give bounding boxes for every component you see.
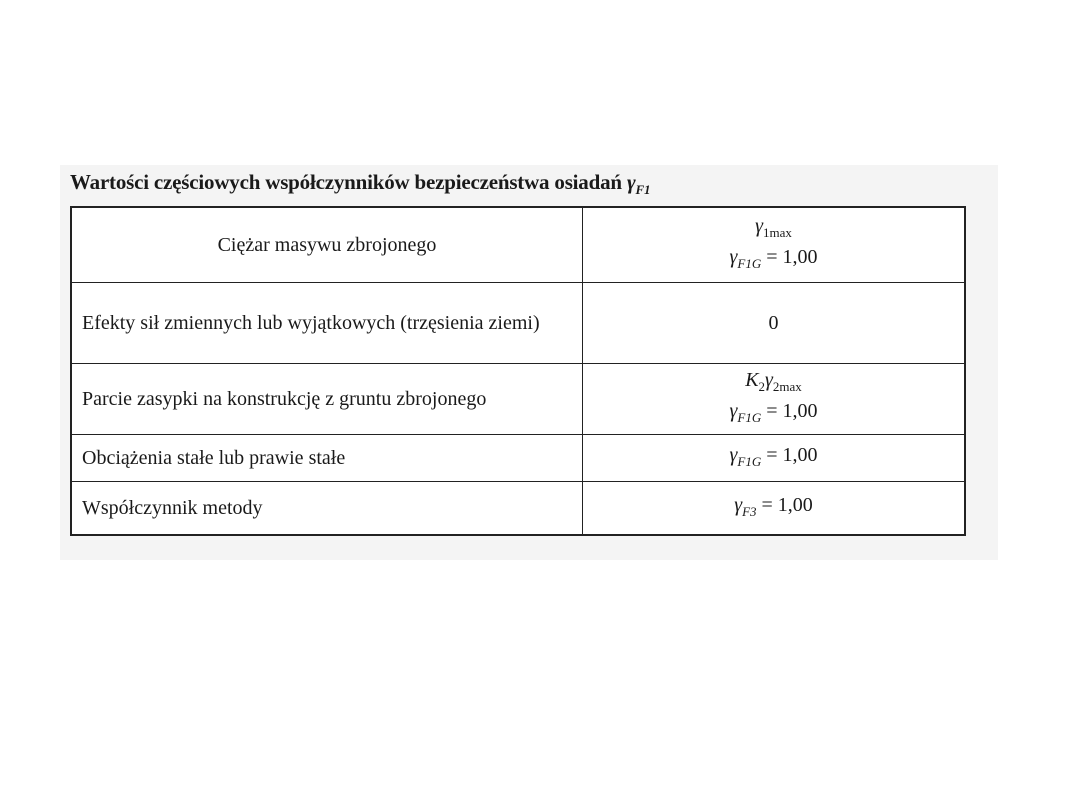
- value-line: [593, 368, 954, 399]
- gamma-symbol: γ: [729, 246, 738, 268]
- gamma-subscript: F1G: [737, 256, 762, 271]
- table-row: [71, 435, 965, 482]
- row-label-text: Efekty sił zmiennych lub wyjątkowych (trzęsienia ziemi): [82, 312, 540, 334]
- value-equals: = 1,00: [761, 400, 818, 422]
- row-label-text: Ciężar masywu zbrojonego: [217, 234, 437, 256]
- row-label: [71, 482, 583, 536]
- gamma-subscript: F3: [742, 503, 757, 519]
- safety-factors-table: [70, 206, 966, 536]
- gamma-symbol: γ: [734, 493, 743, 516]
- row-label: [71, 435, 583, 482]
- table-row: [71, 364, 965, 435]
- row-value: [583, 207, 966, 283]
- row-value: [583, 283, 966, 364]
- value-equals: = 1,00: [756, 493, 813, 516]
- k-coefficient: K: [745, 369, 759, 391]
- gamma-symbol: γ: [729, 443, 738, 466]
- table-row: [71, 207, 965, 283]
- table-title-text: Wartości częściowych współczynników bezpieczeństwa osiadań: [70, 170, 622, 194]
- gamma-subscript: 2max: [772, 379, 802, 394]
- gamma-subscript: F1G: [737, 410, 762, 425]
- value-line: [593, 245, 954, 276]
- value-equals: = 1,00: [761, 246, 818, 268]
- k-subscript: 2: [758, 379, 766, 394]
- gamma-symbol: γ: [729, 400, 738, 422]
- row-label-text: Parcie zasypki na konstrukcję z gruntu zbrojonego: [82, 388, 487, 410]
- gamma-subscript: 1max: [763, 225, 792, 240]
- row-label: [71, 207, 583, 283]
- value-line: [593, 399, 954, 430]
- value-text: 0: [768, 312, 779, 334]
- row-value: [583, 364, 966, 435]
- row-label: [71, 364, 583, 435]
- row-label-text: Współczynnik metody: [82, 497, 263, 519]
- row-label: [71, 283, 583, 364]
- row-label-text: Obciążenia stałe lub prawie stałe: [82, 447, 346, 469]
- title-gamma-subscript: F1: [635, 182, 651, 198]
- gamma-subscript: F1G: [737, 453, 762, 469]
- gamma-symbol: γ: [755, 215, 763, 237]
- value-equals: = 1,00: [761, 443, 818, 466]
- value-line: [593, 214, 954, 245]
- gamma-symbol: γ: [765, 369, 773, 391]
- title-gamma-symbol: γ: [626, 170, 636, 194]
- table-title: [70, 170, 650, 198]
- row-value: [583, 435, 966, 482]
- row-value: [583, 482, 966, 536]
- table-row: [71, 482, 965, 536]
- table-row: [71, 283, 965, 364]
